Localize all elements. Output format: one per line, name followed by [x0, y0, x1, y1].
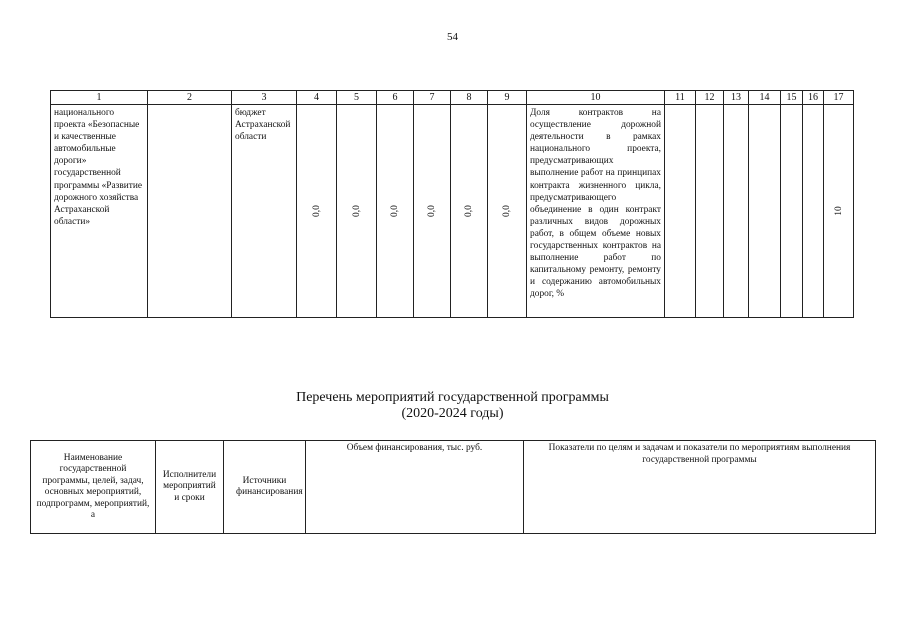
project-name-text: национального проекта «Безопасные и качественные автомобильные дороги» государственной программы «Развитие дорожного хозяйства Астраханской области» — [54, 108, 143, 227]
header-cell: 17 — [824, 91, 854, 105]
target-value-text: 10 — [833, 206, 844, 216]
empty-cell — [665, 105, 696, 318]
value-cell — [451, 105, 488, 318]
value-cell — [377, 105, 414, 318]
value-text: 0,0 — [390, 205, 400, 217]
value-text: 0,0 — [502, 205, 512, 217]
executor-text — [148, 105, 231, 107]
target-value-cell — [824, 105, 854, 318]
table-header-row — [31, 441, 876, 534]
value-text: 0,0 — [311, 205, 322, 217]
funding-source-cell — [232, 105, 297, 318]
program-name-header — [31, 441, 156, 534]
header-cell: 10 — [527, 91, 665, 105]
header-cell: 16 — [803, 91, 824, 105]
table-header-row — [51, 91, 854, 105]
program-name-header-text: Наименование государственной программы, целей, задач, основных мероприятий, подпрограмм, мероприятий, а — [36, 452, 150, 520]
project-name-cell — [51, 105, 148, 318]
page-number: 54 — [447, 31, 458, 43]
funding-sources-header — [224, 441, 306, 534]
header-cell: 14 — [749, 91, 781, 105]
table-row — [51, 105, 854, 318]
header-cell: 13 — [724, 91, 749, 105]
value-cell — [414, 105, 451, 318]
funding-volume-header-text: Объем финансирования, тыс. руб. — [346, 443, 483, 453]
value-cell — [337, 105, 377, 318]
funding-source-text: бюджет Астраханской области — [235, 108, 291, 143]
value-text: 0,0 — [464, 205, 474, 217]
indicators-header — [524, 441, 876, 534]
section-title: Перечень мероприятий государственной программы — [296, 390, 609, 405]
value-cell — [488, 105, 527, 318]
value-cell — [297, 105, 337, 318]
header-cell: 6 — [377, 91, 414, 105]
value-text: 0,0 — [351, 205, 362, 217]
header-cell: 15 — [781, 91, 803, 105]
empty-cell — [696, 105, 724, 318]
indicators-table — [50, 90, 854, 318]
empty-cell — [749, 105, 781, 318]
indicators-header-text: Показатели по целям и задачам и показатели по мероприятиям выполнения государственной программы — [548, 443, 851, 465]
executors-header-text: Исполнители мероприятий и сроки — [162, 469, 217, 503]
header-cell: 1 — [51, 91, 148, 105]
funding-volume-header — [306, 441, 524, 534]
empty-cell — [803, 105, 824, 318]
header-cell: 3 — [232, 91, 297, 105]
section-subtitle: (2020-2024 годы) — [401, 406, 504, 421]
measures-table — [30, 440, 876, 534]
executors-header — [156, 441, 224, 534]
header-cell: 8 — [451, 91, 488, 105]
header-cell: 5 — [337, 91, 377, 105]
header-cell: 4 — [297, 91, 337, 105]
empty-cell — [724, 105, 749, 318]
value-text: 0,0 — [427, 205, 437, 217]
header-cell: 12 — [696, 91, 724, 105]
indicator-description-cell — [527, 105, 665, 318]
header-cell: 7 — [414, 91, 451, 105]
header-cell: 9 — [488, 91, 527, 105]
empty-cell — [781, 105, 803, 318]
header-cell: 2 — [148, 91, 232, 105]
indicator-description-text: Доля контрактов на осуществление дорожной деятельности в рамках национального проекта, предусматривающих выполнение работ на принципах контракта жизненного цикла, предусматривающего объединение в один контракт различных видов дорожных работ, в общем объеме новых государственных контрактов на выполнение работ по капитальному ремонту, ремонту и содержанию автомобильных дорог, % — [530, 108, 661, 300]
header-cell: 11 — [665, 91, 696, 105]
executor-cell — [148, 105, 232, 318]
funding-sources-header-text: Источники финансирования — [236, 475, 303, 497]
